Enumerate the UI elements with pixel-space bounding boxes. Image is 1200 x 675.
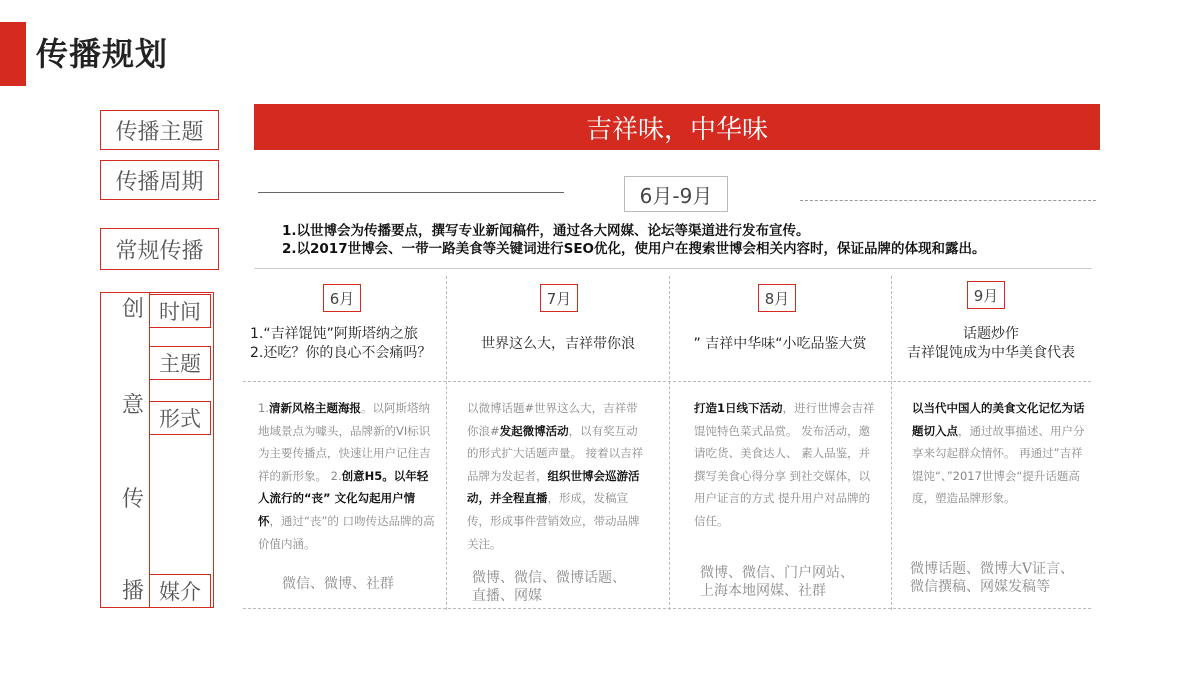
media-line: 微博、微信、微博话题、 [472, 570, 626, 586]
label-creative-char: 播 [122, 579, 145, 604]
column-description [694, 397, 880, 533]
column-title-line: 吉祥馄饨成为中华美食代表 [907, 345, 1075, 361]
label-creative-char: 创 [122, 297, 145, 322]
column-media [282, 575, 442, 593]
label-time: 时间 [149, 294, 211, 328]
description-highlight: 发起微博活动 [499, 423, 569, 438]
column-media [472, 569, 662, 605]
regular-line-1: 1.以世博会为传播要点，撰写专业新闻稿件，通过各大网媒、论坛等渠道进行发布宣传。 [282, 223, 810, 239]
description-text: 。以阿斯塔纳地域景点为噱头，品牌新的VI标识为主要传播点，快速让用户记住吉祥的新形象。 2. [258, 401, 431, 483]
media-line: 上海本地网媒、社群 [700, 583, 826, 599]
label-topic: 主题 [149, 346, 211, 380]
column-title-line: 世界这么大，吉祥带你浪 [481, 336, 635, 352]
description-text: ，以有奖互动的形式扩大话题声量。 接着以吉祥品牌为发起者， [467, 423, 644, 483]
description-text: ，通过故事描述、用户分享来勾起群众情怀。 再通过”吉祥馄饨“、”2017世博会“提升话题高度，塑造品牌形象。 [912, 423, 1085, 506]
column-divider [891, 276, 892, 610]
theme-banner: 吉祥味，中华味 [254, 104, 1100, 150]
row-divider [243, 608, 1091, 609]
media-line: 微博话题、微博大V证言、 [910, 561, 1075, 577]
description-text: ，形成，发稿宣传，形成事件营销效应，带动品牌关注。 [467, 491, 640, 551]
description-text: ，进行世博会吉祥馄饨特色菜式品赏。 发布活动，邀请吃货、美食达人、 素人品鉴，并撰写美食心得分享 到社交媒体，以用户证言的方式 提升用户对品牌的信任。 [694, 401, 875, 528]
column-description [467, 397, 647, 555]
column-media [910, 560, 1096, 596]
column-title [672, 335, 888, 354]
row-divider [243, 381, 1091, 382]
column-title-line: ” 吉祥中华味“小吃品鉴大赏 [693, 336, 867, 352]
label-regular: 常规传播 [100, 228, 219, 270]
description-highlight: 组织世博会巡游活动，并全程直播 [467, 468, 640, 506]
column-description [258, 397, 436, 555]
regular-divider [254, 268, 1092, 269]
media-line: 微信撰稿、网媒发稿等 [910, 579, 1050, 595]
column-title-line: 话题炒作 [963, 326, 1019, 342]
description-text: ，通过“丧”的 口吻传达品牌的高价值内涵。 [258, 513, 435, 551]
description-highlight: 创意H5。以年轻人流行的“丧” 文化勾起用户情怀 [258, 468, 429, 528]
title-accent-bar [0, 22, 26, 86]
label-creative-char: 传 [122, 487, 145, 512]
period-line [800, 200, 1096, 201]
media-line: 微信、微博、社群 [282, 576, 394, 592]
month-label: 6月 [323, 284, 361, 312]
label-period: 传播周期 [100, 160, 219, 200]
media-line: 微博、微信、门户网站、 [700, 565, 854, 581]
description-text: 以微博话题#世界这么大，吉祥带你浪# [467, 401, 638, 438]
label-theme: 传播主题 [100, 110, 219, 150]
period-line [258, 192, 564, 193]
column-title-line: 2.还吃？你的良心不会痛吗？ [250, 345, 432, 361]
page-title: 传播规划 [36, 35, 169, 73]
column-divider [669, 276, 670, 610]
label-media: 媒介 [149, 574, 211, 608]
period-value: 6月-9月 [624, 176, 728, 212]
label-form: 形式 [149, 401, 211, 435]
column-title-line: 1.“吉祥馄饨”阿斯塔纳之旅 [250, 326, 418, 342]
description-text: 1. [258, 401, 269, 415]
column-media [700, 564, 886, 600]
column-description [912, 397, 1092, 510]
media-line: 直播、网媒 [472, 588, 542, 604]
column-title [893, 325, 1089, 363]
column-title [450, 335, 666, 354]
description-highlight: 清新风格主题海报 [268, 401, 361, 415]
description-highlight: 以当代中国人的美食文化记忆为话题切入点 [912, 401, 1085, 438]
month-label: 7月 [540, 284, 578, 312]
label-creative-char: 意 [122, 393, 145, 418]
column-divider [446, 276, 447, 610]
label-creative-frame [100, 292, 214, 608]
description-highlight: 打造1日线下活动 [694, 401, 783, 415]
column-title [250, 325, 446, 363]
month-label: 9月 [967, 281, 1005, 309]
month-label: 8月 [758, 284, 796, 312]
regular-line-2: 2.以2017世博会、一带一路美食等关键词进行SEO优化，使用户在搜索世博会相关内容时，保证品牌的体现和露出。 [282, 241, 986, 257]
label-creative-divider [149, 292, 150, 608]
